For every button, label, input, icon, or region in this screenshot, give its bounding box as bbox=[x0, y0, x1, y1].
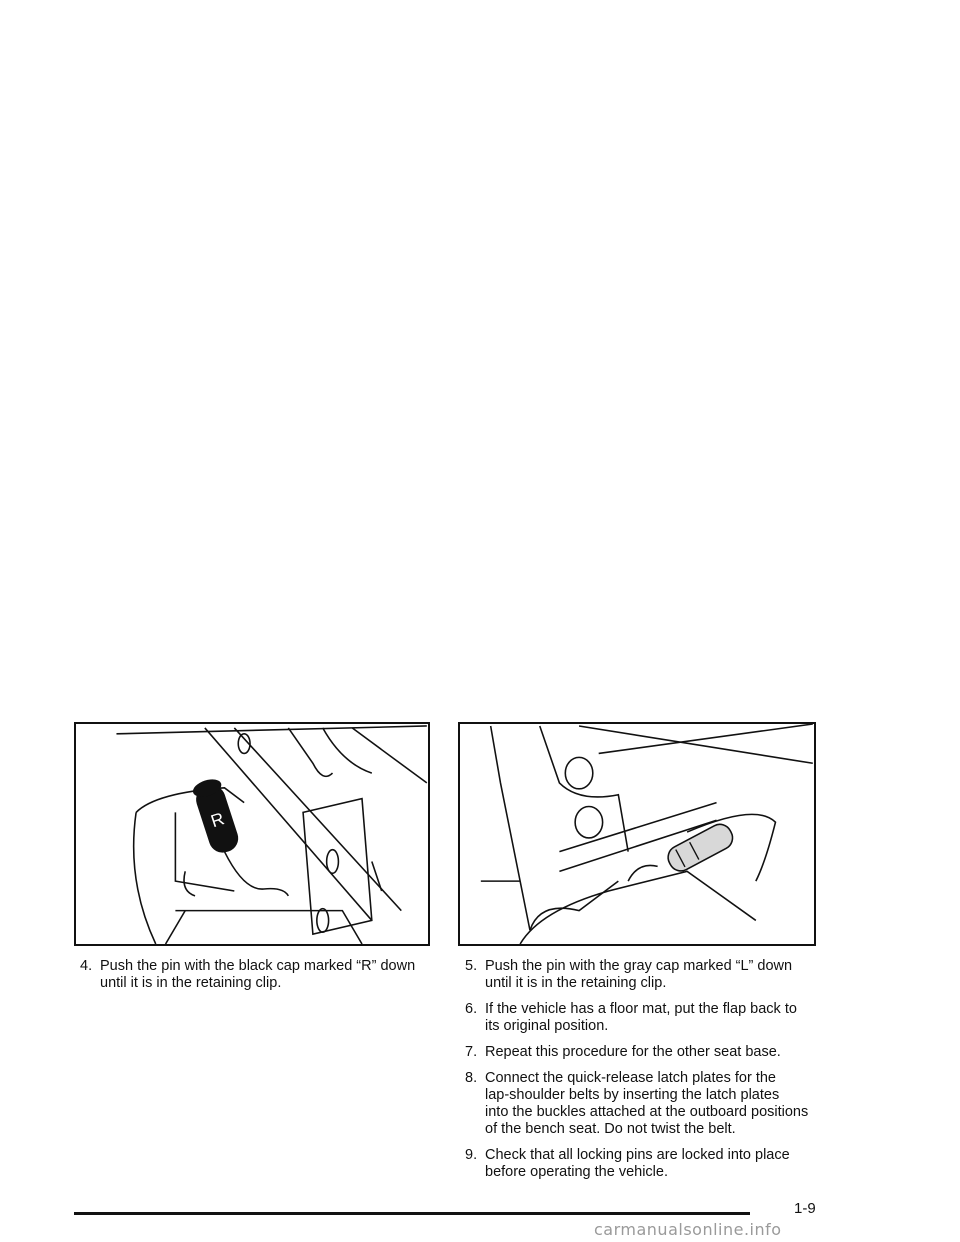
left-text-column bbox=[80, 958, 440, 1001]
step-number: 9. bbox=[465, 1147, 478, 1163]
step-text: Push the pin with the black cap marked “R” down until it is in the retaining clip. bbox=[100, 958, 416, 991]
step-text: If the vehicle has a floor mat, put the flap back to its original position. bbox=[485, 1001, 797, 1034]
right-text-column bbox=[465, 958, 820, 1190]
step-number: 7. bbox=[465, 1044, 478, 1060]
step-text: Connect the quick-release latch plates for the lap-shoulder belts by inserting the latch plates into the buckles attached at the outboard positions of the bench seat. Do not twist the belt. bbox=[485, 1070, 809, 1137]
step-7 bbox=[465, 1044, 820, 1061]
black-pin-drawing bbox=[76, 724, 428, 944]
pin-label-r: R bbox=[208, 808, 227, 832]
step-number: 5. bbox=[465, 958, 478, 974]
step-4 bbox=[80, 958, 440, 992]
illustration-gray-pin-l bbox=[458, 722, 816, 946]
footer-rule bbox=[74, 1212, 750, 1215]
step-text: Repeat this procedure for the other seat base. bbox=[485, 1044, 781, 1060]
step-text: Push the pin with the gray cap marked “L” down until it is in the retaining clip. bbox=[485, 958, 793, 991]
step-9 bbox=[465, 1147, 820, 1181]
step-5 bbox=[465, 958, 820, 992]
step-6 bbox=[465, 1001, 820, 1035]
watermark: carmanualsonline.info bbox=[594, 1220, 782, 1239]
gray-pin-drawing bbox=[460, 724, 814, 944]
step-number: 6. bbox=[465, 1001, 478, 1017]
step-8 bbox=[465, 1070, 820, 1138]
page-number: 1-9 bbox=[794, 1200, 816, 1217]
illustration-black-pin-r bbox=[74, 722, 430, 946]
step-number: 8. bbox=[465, 1070, 478, 1086]
step-text: Check that all locking pins are locked into place before operating the vehicle. bbox=[485, 1147, 790, 1180]
step-number: 4. bbox=[80, 958, 93, 974]
